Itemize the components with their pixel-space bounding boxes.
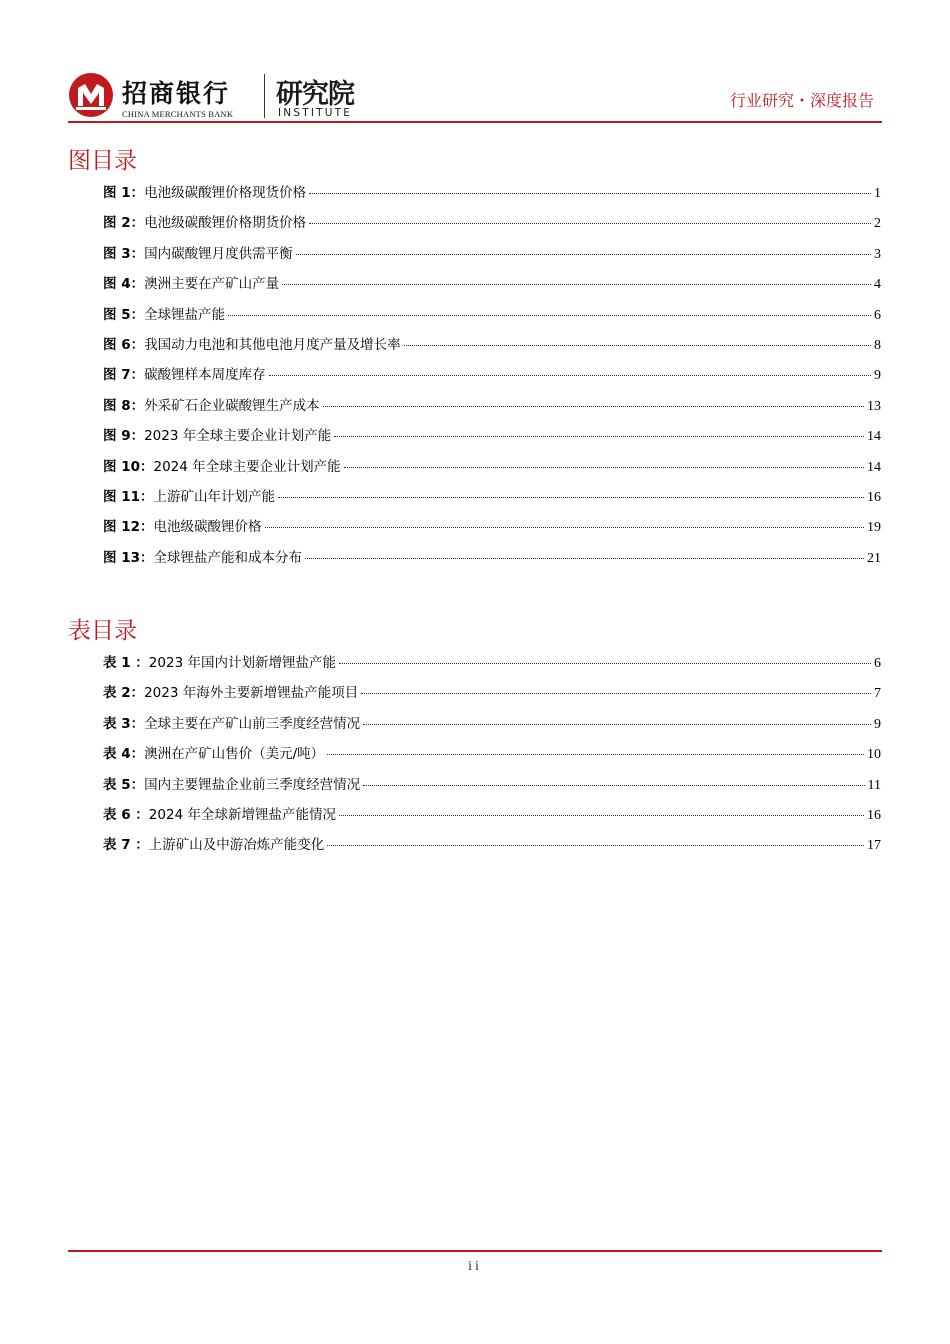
toc-entry-title: 电池级碳酸锂价格 — [153, 519, 262, 536]
toc-entry[interactable] — [103, 363, 881, 393]
institute-name-cn: 研究院 — [276, 79, 354, 110]
toc-entry-page: 17 — [867, 838, 881, 854]
header-divider — [68, 121, 882, 123]
toc-leader-dots — [344, 467, 864, 468]
toc-entry-title: 电池级碳酸锂价格现货价格 — [144, 185, 307, 201]
toc-leader-dots — [327, 845, 864, 846]
toc-entry-page: 9 — [874, 716, 881, 732]
toc-entry-page: 19 — [867, 520, 881, 536]
toc-entry[interactable] — [103, 712, 881, 742]
toc-leader-dots — [327, 754, 864, 755]
toc-leader-dots — [404, 345, 871, 346]
toc-leader-dots — [228, 315, 871, 316]
toc-entry[interactable] — [103, 303, 881, 333]
toc-entry-title: 澳洲在产矿山售价（美元/吨） — [144, 746, 325, 763]
toc-leader-dots — [363, 724, 871, 725]
figure-toc-list — [103, 181, 881, 576]
toc-entry-title: 2024 年全球新增锂盐产能情况 — [148, 806, 336, 823]
toc-entry-label: 图 7： — [103, 367, 145, 384]
toc-leader-dots — [278, 497, 864, 498]
toc-entry-page: 3 — [874, 246, 881, 262]
toc-entry[interactable] — [103, 773, 881, 803]
toc-entry-label: 图 11： — [103, 488, 154, 505]
toc-entry-label: 表 2： — [103, 685, 145, 702]
toc-entry-title: 电池级碳酸锂价格期货价格 — [144, 215, 307, 232]
toc-entry-title: 全球主要在产矿山前三季度经营情况 — [144, 715, 361, 732]
toc-entry-page: 7 — [874, 686, 881, 702]
toc-entry[interactable] — [103, 833, 881, 863]
toc-entry[interactable] — [103, 651, 881, 681]
toc-entry-title: 国内主要锂盐企业前三季度经营情况 — [144, 776, 361, 793]
toc-entry[interactable] — [103, 546, 881, 576]
toc-entry-page: 6 — [874, 307, 881, 323]
toc-entry-title: 2024 年全球主要企业计划产能 — [153, 458, 341, 475]
toc-leader-dots — [305, 558, 864, 559]
toc-entry[interactable] — [103, 394, 881, 424]
toc-entry-title: 外采矿石企业碳酸锂生产成本 — [144, 397, 320, 414]
toc-entry-page: 14 — [867, 429, 881, 445]
toc-entry[interactable] — [103, 515, 881, 545]
toc-entry-page: 10 — [867, 747, 881, 763]
figure-list-title: 图目录 — [68, 148, 137, 174]
toc-leader-dots — [363, 785, 864, 786]
toc-entry-page: 8 — [874, 337, 881, 353]
toc-entry-label: 图 4： — [103, 276, 145, 293]
page-header — [68, 68, 882, 122]
toc-entry[interactable] — [103, 485, 881, 515]
toc-leader-dots — [309, 193, 871, 194]
toc-entry-label: 图 3： — [103, 245, 145, 262]
toc-entry[interactable] — [103, 681, 881, 711]
toc-entry-title: 上游矿山年计划产能 — [153, 488, 275, 505]
toc-entry-title: 国内碳酸锂月度供需平衡 — [144, 245, 293, 262]
toc-entry[interactable] — [103, 803, 881, 833]
toc-entry-page: 9 — [874, 368, 881, 384]
toc-leader-dots — [265, 527, 865, 528]
toc-entry-title: 全球锂盐产能 — [144, 306, 226, 323]
brand-name-cn: 招商银行 — [122, 79, 231, 108]
toc-entry[interactable] — [103, 333, 881, 363]
toc-entry-title: 上游矿山及中游冶炼产能变化 — [148, 837, 325, 854]
toc-entry[interactable] — [103, 424, 881, 454]
toc-entry[interactable] — [103, 742, 881, 772]
toc-entry-label: 表 4： — [103, 746, 145, 763]
toc-entry-label: 图 13： — [103, 549, 154, 566]
footer-divider — [68, 1250, 882, 1252]
toc-entry-title: 全球锂盐产能和成本分布 — [153, 549, 302, 566]
toc-entry-label: 图 10： — [103, 458, 154, 475]
institute-name-en: INSTITUTE — [278, 107, 353, 119]
table-toc-list — [103, 651, 881, 864]
toc-entry-label: 表 1 ： — [103, 655, 149, 671]
toc-entry-page: 2 — [874, 216, 881, 232]
brand-name-en: CHINA MERCHANTS BANK — [122, 109, 234, 119]
toc-leader-dots — [282, 284, 871, 285]
toc-entry-page: 21 — [867, 550, 881, 566]
toc-entry-page: 11 — [867, 777, 881, 793]
toc-entry[interactable] — [103, 242, 881, 272]
toc-entry-label: 表 5： — [103, 776, 145, 793]
toc-entry-page: 1 — [874, 186, 881, 201]
toc-leader-dots — [296, 254, 871, 255]
toc-entry-label: 图 12： — [103, 519, 154, 536]
toc-entry-page: 16 — [867, 807, 881, 823]
toc-leader-dots — [361, 693, 871, 694]
toc-entry-title: 我国动力电池和其他电池月度产量及增长率 — [144, 336, 401, 353]
toc-entry[interactable] — [103, 181, 881, 211]
page-number: ii — [468, 1259, 482, 1274]
toc-entry-page: 6 — [874, 656, 881, 671]
toc-leader-dots — [323, 406, 864, 407]
toc-entry-label: 图 2： — [103, 215, 145, 232]
cmb-logo-icon — [68, 72, 114, 118]
toc-leader-dots — [339, 815, 864, 816]
toc-entry-page: 16 — [867, 489, 881, 505]
toc-entry-label: 图 6： — [103, 336, 145, 353]
logo-divider — [264, 74, 265, 118]
toc-entry-label: 表 3： — [103, 715, 145, 732]
toc-entry-title: 2023 年全球主要企业计划产能 — [144, 428, 332, 445]
toc-entry-label: 表 6 ： — [103, 806, 149, 823]
table-list-title: 表目录 — [68, 618, 137, 644]
toc-entry-title: 2023 年海外主要新增锂盐产能项目 — [144, 685, 359, 702]
toc-entry[interactable] — [103, 211, 881, 241]
toc-entry-title: 澳洲主要在产矿山产量 — [144, 276, 280, 293]
toc-leader-dots — [339, 663, 871, 664]
toc-entry-label: 表 7 ： — [103, 837, 149, 854]
toc-entry-page: 13 — [867, 398, 881, 414]
report-type-label: 行业研究・深度报告 — [729, 91, 874, 110]
toc-entry-title: 2023 年国内计划新增锂盐产能 — [148, 655, 336, 671]
toc-entry-label: 图 9： — [103, 428, 145, 445]
toc-entry-label: 图 8： — [103, 397, 145, 414]
toc-leader-dots — [269, 375, 871, 376]
toc-entry-label: 图 5： — [103, 306, 145, 323]
toc-entry-title: 碳酸锂样本周度库存 — [144, 367, 266, 384]
toc-entry[interactable] — [103, 455, 881, 485]
toc-entry-label: 图 1： — [103, 185, 145, 201]
toc-entry-page: 14 — [867, 459, 881, 475]
toc-entry[interactable] — [103, 272, 881, 302]
toc-leader-dots — [309, 223, 871, 224]
toc-leader-dots — [334, 436, 864, 437]
toc-entry-page: 4 — [874, 277, 881, 293]
